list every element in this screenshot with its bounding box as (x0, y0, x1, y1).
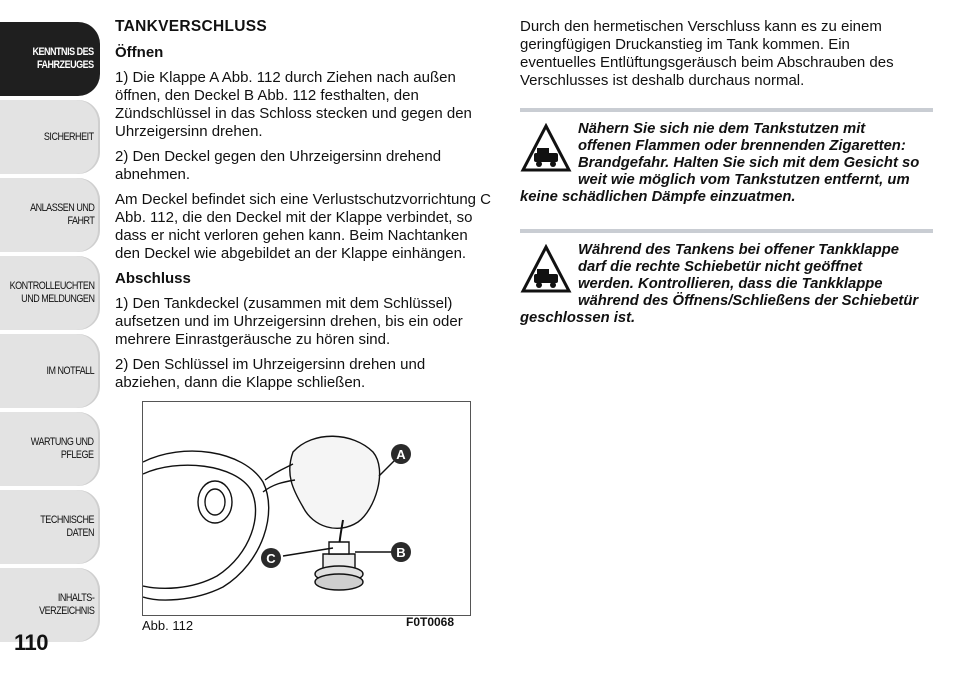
left-column (115, 18, 493, 399)
paragraph: 2) Den Deckel gegen den Uhrzeigersinn drehend abnehmen. (115, 148, 442, 183)
warning-box-1 (520, 121, 920, 206)
label-a: A (396, 447, 406, 462)
paragraph: Am Deckel befindet sich eine Verlustschutzvorrichtung C Abb. 112, die den Deckel mit der Klappe verbindet, so dass er nicht verloren gehen kann. Beim Nachtanken den Deckel wie abgebildet an der Klappe einhängen. (115, 191, 492, 262)
tab-technische-daten[interactable] (0, 490, 100, 564)
cap-b-base (315, 574, 363, 590)
paragraph: 1) Den Tankdeckel (zusammen mit dem Schlüssel) aufsetzen und im Uhrzeigersinn drehen, bis ein oder mehrere Einrastgeräusche zu hören sind. (115, 295, 463, 348)
callout-c (261, 548, 281, 568)
tab-label: KONTROLLEUCHTEN UND MELDUNGEN (9, 280, 94, 305)
tab-anlassen-und-fahrt[interactable] (0, 178, 100, 252)
tab-label: SICHERHEIT (44, 130, 94, 143)
paragraph: 2) Den Schlüssel im Uhrzeigersinn drehen und abziehen, dann die Klappe schließen. (115, 356, 426, 391)
callout-a (391, 444, 411, 464)
right-column (520, 18, 920, 90)
tab-label: WARTUNG UND PFLEGE (31, 436, 94, 461)
label-c: C (266, 551, 276, 566)
paragraph: 1) Die Klappe A Abb. 112 durch Ziehen nach außen öffnen, den Deckel B Abb. 112 festhalten, den Zündschlüssel in das Schloss stecken und gegen den Uhrzeigersinn drehen. (115, 69, 472, 140)
recess-outline (143, 451, 269, 600)
figure-caption: Abb. 112 (142, 618, 194, 633)
page-number: 110 (14, 630, 48, 655)
divider (520, 229, 933, 233)
label-b: B (396, 545, 406, 560)
tab-label: IM NOTFALL (46, 364, 94, 377)
tab-kontrolleuchten[interactable] (0, 256, 100, 330)
tab-label: KENNTNIS DES FAHRZEUGES (32, 46, 94, 71)
tab-label: ANLASSEN UND FAHRT (29, 202, 94, 227)
flap-a (290, 436, 380, 528)
section-heading: TANKVERSCHLUSS (115, 18, 268, 35)
fuel-cap-drawing (143, 402, 469, 614)
recess-inner (143, 465, 256, 588)
flap-hinge (265, 464, 293, 480)
subheading-open: Öffnen (115, 44, 164, 61)
warning-triangle-icon (520, 244, 572, 296)
warning-text-2: Während des Tankens bei offener Tankklappe darf die rechte Schiebetür nicht geöffnet werden. Kontrollieren, dass die Tankklappe während des Öffnens/Schließens der Schiebetür geschlossen ist. (520, 242, 919, 326)
tab-kenntnis-des-fahrzeuges[interactable] (0, 22, 100, 96)
tab-im-notfall[interactable] (0, 334, 100, 408)
warning-box-2 (520, 242, 920, 327)
subheading-close: Abschluss (115, 270, 191, 287)
intro-paragraph: Durch den hermetischen Verschluss kann es zu einem geringfügigen Druckanstieg im Tank kommen. Ein eventuelles Entlüftungsgeräusch beim Abschrauben des Verschlusses ist deshalb durchaus normal. (520, 18, 894, 89)
warning-triangle-icon (520, 123, 572, 175)
divider (520, 108, 933, 112)
tab-label: TECHNISCHE DATEN (40, 514, 94, 539)
filler-neck (198, 481, 232, 523)
figure-code: F0T0068 (406, 615, 455, 629)
flap-hinge-2 (263, 480, 295, 492)
callout-b (391, 542, 411, 562)
tab-wartung-und-pflege[interactable] (0, 412, 100, 486)
filler-neck-inner (205, 489, 225, 515)
tab-label: INHALTS- VERZEICHNIS (38, 592, 94, 617)
warning-text-1: Nähern Sie sich nie dem Tankstutzen mit offenen Flammen oder brennenden Zigaretten: Brandgefahr. Halten Sie sich mit dem Gesicht so weit wie möglich vom Tankstutzen entfernt, um keine schädlichen Dämpfe einzuatmen. (520, 121, 920, 205)
tab-sicherheit[interactable] (0, 100, 100, 174)
fuel-cap-illustration (142, 401, 471, 616)
